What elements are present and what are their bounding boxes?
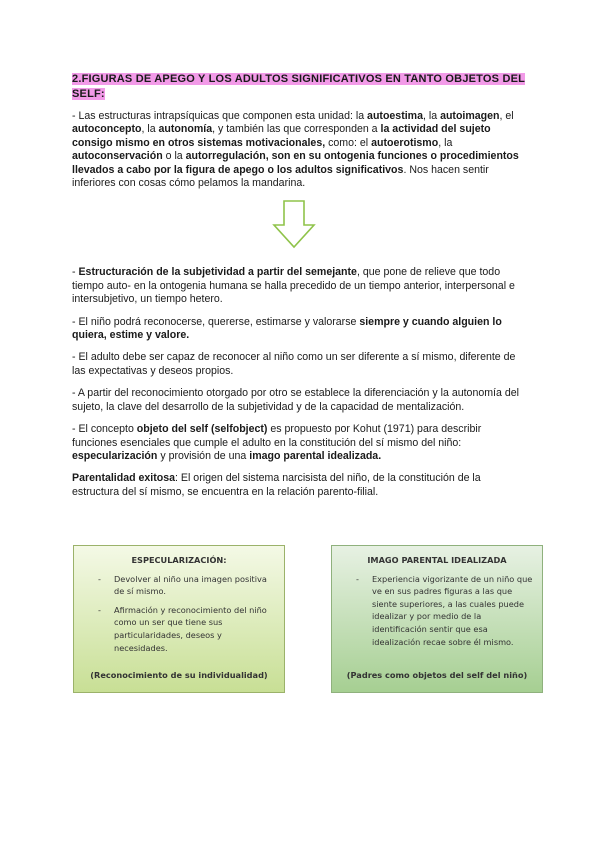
especularizacion-item: - Devolver al niño una imagen positiva de sí mismo. xyxy=(98,573,276,598)
bold-text-run: Estructuración de la subjetividad a partir del semejante xyxy=(78,266,357,279)
imago-parental-footer: (Padres como objetos del self del niño) xyxy=(346,670,528,681)
text-run: como: el xyxy=(325,136,372,149)
text-run: , que pone de relieve que todo tiempo auto- en la ontogenia humana se halla precedido de un tiempo anterior, interpersonal e intersubjetivo, un tiempo hetero. xyxy=(72,266,515,306)
bold-text-run: autorregulación xyxy=(185,150,266,163)
especularizacion-box xyxy=(73,545,285,693)
text-run: : El origen del sistema narcisista del niño, de la constitución de la estructura del sí mismo, se encuentra en la relación parento-filial. xyxy=(72,472,481,498)
text-run: , y también las que corresponden a xyxy=(212,123,381,136)
section-heading xyxy=(72,72,528,102)
text-run: o la xyxy=(162,150,186,163)
bold-text-run: autoerotismo xyxy=(371,136,439,149)
imago-parental-list xyxy=(332,573,542,649)
text-run: - A partir del reconocimiento otorgado por otro se establece la diferenciación y la autonomía del sujeto, la clave del desarrollo de la subjetividad y de la capacidad de mentalización. xyxy=(72,387,519,413)
especularizacion-footer: (Reconocimiento de su individualidad) xyxy=(90,670,268,681)
imago-parental-title: IMAGO PARENTAL IDEALIZADA xyxy=(367,555,507,565)
paragraph-parentalidad xyxy=(72,472,528,499)
paragraph-estructuracion xyxy=(72,266,528,306)
text-run: . Nos hacen sentir inferiores con cosas cómo pelamos la mandarina. xyxy=(72,163,489,190)
especularizacion-item: - Afirmación y reconocimiento del niño como un ser que tiene sus particularidades, deseos y necesidades. xyxy=(98,604,276,654)
bold-text-run: la actividad del sujeto consigo mismo en otros sistemas motivacionales, xyxy=(72,123,491,149)
heading-text: 2.FIGURAS DE APEGO Y LOS ADULTOS SIGNIFICATIVOS EN TANTO OBJETOS DEL SELF: xyxy=(72,73,526,100)
text-run: - El niño podrá reconocerse, quererse, estimarse y valorarse xyxy=(72,315,360,328)
text-run: es propuesto por Kohut (1971) para describir funciones esenciales que cumple el adulto en la constitución del sí mismo del niño: xyxy=(72,423,482,449)
paragraph-intro xyxy=(72,110,528,190)
text-run: , la xyxy=(422,110,441,122)
text-run: - Las estructuras intrapsíquicas que componen esta unidad: la xyxy=(72,110,368,122)
text-run: , la xyxy=(438,136,453,149)
imago-parental-item: - Experiencia vigorizante de un niño que ve en sus padres figuras a las que siente superiores, a las cuales puede idealizar y por medio de la identificación sentir que esa idealización recae sobre él mismo. xyxy=(356,573,534,649)
bold-text-run: imago parental idealizada. xyxy=(249,449,382,462)
down-arrow-icon xyxy=(272,199,316,249)
especularizacion-list xyxy=(74,573,284,655)
bold-text-run: , son en su ontogenia funciones o procedimientos llevados a cabo por la figura de apego o los adultos significativos xyxy=(72,150,519,176)
imago-parental-box xyxy=(331,545,543,693)
text-run: , la xyxy=(141,123,159,136)
paragraph-reconocimiento xyxy=(72,387,528,414)
bold-text-run: autoimagen xyxy=(440,110,500,122)
bold-text-run: especularización xyxy=(72,449,158,462)
document-page xyxy=(72,72,528,508)
especularizacion-title: ESPECULARIZACIÓN: xyxy=(131,555,227,565)
bold-text-run: autoestima xyxy=(367,110,423,122)
text-run: - El concepto xyxy=(72,423,137,436)
bold-text-run: Parentalidad exitosa xyxy=(72,472,176,485)
paragraph-adulto xyxy=(72,351,528,378)
text-run: - El adulto debe ser capaz de reconocer al niño como un ser diferente a sí mismo, diferente de las expectativas y deseos propios. xyxy=(72,351,516,377)
down-arrow-container xyxy=(72,199,528,251)
bold-text-run: autoconcepto xyxy=(72,123,142,136)
bold-text-run: autonomía xyxy=(158,123,213,136)
bold-text-run: objeto del self (selfobject) xyxy=(136,423,268,436)
bold-text-run: siempre y cuando alguien lo quiera, estime y valore. xyxy=(72,315,502,342)
paragraph-reconocerse xyxy=(72,316,528,343)
text-run: y provisión de una xyxy=(157,449,250,462)
paragraph-selfobject xyxy=(72,423,528,463)
text-run: , el xyxy=(499,110,514,122)
concept-boxes xyxy=(73,545,543,695)
text-run: - xyxy=(72,266,79,279)
bold-text-run: autoconservación xyxy=(72,150,163,163)
